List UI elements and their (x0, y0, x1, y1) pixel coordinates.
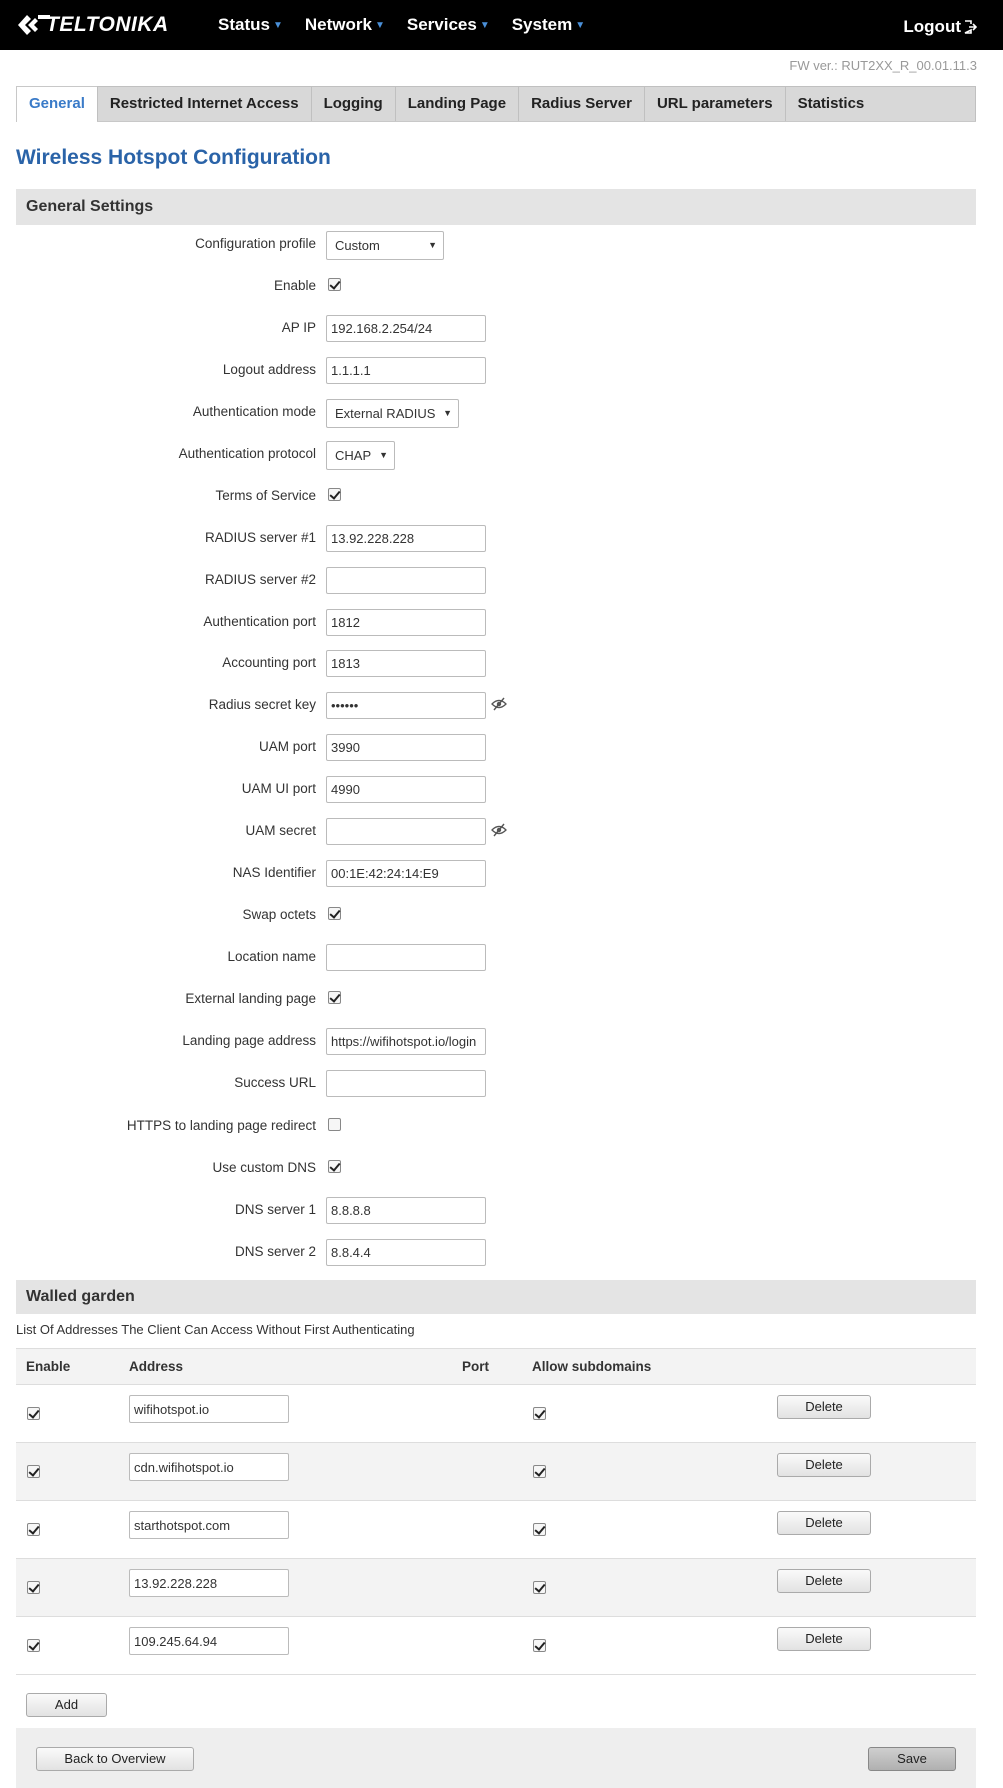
caret-down-icon: ▼ (575, 20, 586, 31)
logout-address-label: Logout address (222, 362, 316, 377)
top-navbar (0, 0, 1003, 50)
walled-garden-table (16, 1348, 976, 1675)
tab-statistics[interactable]: Statistics (785, 86, 878, 121)
success-url-label: Success URL (234, 1075, 316, 1090)
nav-network-label: Network (304, 15, 372, 34)
uam-port-input[interactable] (326, 734, 486, 761)
row-location-name (0, 942, 1003, 972)
enable-checkbox[interactable] (328, 278, 341, 291)
eye-slash-icon[interactable] (491, 823, 507, 837)
radius-secret-input[interactable] (326, 692, 486, 719)
row-enable-checkbox[interactable] (27, 1407, 40, 1420)
row-accounting-port (0, 648, 1003, 678)
auth-protocol-value: CHAP (335, 448, 372, 463)
auth-protocol-label: Authentication protocol (178, 446, 316, 461)
row-uam-ui-port (0, 774, 1003, 804)
landing-address-label: Landing page address (182, 1033, 316, 1048)
delete-button[interactable]: Delete (777, 1453, 871, 1477)
dns2-input[interactable] (326, 1239, 486, 1266)
uam-ui-port-label: UAM UI port (241, 781, 316, 796)
radius-secret-label: Radius secret key (208, 697, 316, 712)
https-redirect-label: HTTPS to landing page redirect (126, 1118, 316, 1133)
row-landing-page-address (0, 1026, 1003, 1056)
brand-name: TELTONIKA (46, 13, 169, 36)
auth-mode-select[interactable] (326, 399, 459, 428)
uam-port-label: UAM port (258, 739, 316, 754)
caret-down-icon: ▼ (374, 20, 385, 31)
eye-slash-icon[interactable] (491, 697, 507, 711)
row-address-input[interactable] (129, 1627, 289, 1655)
col-allow-subdomains: Allow subdomains (532, 1359, 652, 1374)
delete-button[interactable]: Delete (777, 1395, 871, 1419)
tab-restricted-internet-access[interactable]: Restricted Internet Access (97, 86, 312, 121)
row-auth-port (0, 607, 1003, 637)
walled-garden-header: Walled garden (16, 1280, 976, 1314)
row-logout-address (0, 355, 1003, 385)
row-dns-server-2 (0, 1237, 1003, 1267)
uam-ui-port-input[interactable] (326, 776, 486, 803)
row-terms-of-service (0, 481, 1003, 511)
firmware-version: FW ver.: RUT2XX_R_00.01.11.3 (789, 58, 977, 73)
tab-logging[interactable]: Logging (311, 86, 396, 121)
dns1-input[interactable] (326, 1197, 486, 1224)
nas-id-input[interactable] (326, 860, 486, 887)
main-nav (218, 0, 607, 50)
row-enable (0, 271, 1003, 301)
caret-down-icon: ▼ (272, 20, 283, 31)
add-button[interactable]: Add (26, 1693, 107, 1717)
row-radius-server-2 (0, 565, 1003, 595)
col-address: Address (129, 1359, 184, 1374)
col-enable: Enable (26, 1359, 71, 1374)
auth-mode-label: Authentication mode (192, 404, 316, 419)
enable-label: Enable (273, 278, 316, 293)
row-https-redirect (0, 1111, 1003, 1141)
row-radius-server-1 (0, 523, 1003, 553)
row-swap-octets (0, 900, 1003, 930)
row-use-custom-dns (0, 1153, 1003, 1183)
tab-landing-page[interactable]: Landing Page (395, 86, 519, 121)
row-ap-ip (0, 313, 1003, 343)
row-address-input[interactable] (129, 1395, 289, 1423)
ext-landing-label: External landing page (185, 991, 316, 1006)
row-uam-secret (0, 816, 1003, 846)
row-address-input[interactable] (129, 1569, 289, 1597)
select-arrow-icon: ▼ (428, 240, 437, 250)
radius2-input[interactable] (326, 567, 486, 594)
ext-landing-checkbox[interactable] (328, 991, 341, 1004)
auth-mode-value: External RADIUS (335, 406, 436, 421)
caret-down-icon: ▼ (479, 20, 490, 31)
config-profile-select[interactable] (326, 231, 444, 260)
radius1-label: RADIUS server #1 (204, 530, 316, 545)
delete-button[interactable]: Delete (777, 1569, 871, 1593)
row-success-url (0, 1068, 1003, 1098)
row-subdomains-checkbox[interactable] (533, 1407, 546, 1420)
nav-system-label: System (511, 15, 573, 34)
tab-radius-server[interactable]: Radius Server (518, 86, 645, 121)
table-row (16, 1559, 976, 1617)
row-external-landing-page (0, 984, 1003, 1014)
tab-bar-filler (876, 86, 976, 121)
table-row (16, 1385, 976, 1443)
table-row (16, 1501, 976, 1559)
uam-secret-input[interactable] (326, 818, 486, 845)
nav-services[interactable] (407, 0, 490, 50)
nas-id-label: NAS Identifier (232, 865, 316, 880)
auth-port-input[interactable] (326, 609, 486, 636)
logout-label: Logout (903, 17, 961, 36)
config-profile-value: Custom (335, 238, 380, 253)
logout-button[interactable] (903, 0, 977, 54)
footer-bar (16, 1728, 976, 1788)
row-dns-server-1 (0, 1195, 1003, 1225)
walled-garden-description: List Of Addresses The Client Can Access Without First Authenticating (16, 1322, 415, 1337)
back-to-overview-button[interactable]: Back to Overview (36, 1747, 194, 1771)
swap-octets-checkbox[interactable] (328, 907, 341, 920)
swap-octets-label: Swap octets (242, 907, 316, 922)
radius2-label: RADIUS server #2 (204, 572, 316, 587)
acct-port-input[interactable] (326, 650, 486, 677)
col-port: Port (462, 1359, 489, 1374)
success-url-input[interactable] (326, 1070, 486, 1097)
row-uam-port (0, 732, 1003, 762)
table-row (16, 1443, 976, 1501)
logout-address-input[interactable] (326, 357, 486, 384)
row-subdomains-checkbox[interactable] (533, 1639, 546, 1652)
tab-bar (16, 86, 976, 122)
row-enable-checkbox[interactable] (27, 1523, 40, 1536)
row-nas-identifier (0, 858, 1003, 888)
dns2-label: DNS server 2 (234, 1244, 316, 1259)
delete-button[interactable]: Delete (777, 1511, 871, 1535)
radius1-input[interactable] (326, 525, 486, 552)
table-header (16, 1348, 976, 1385)
location-name-label: Location name (227, 949, 316, 964)
teltonika-logo[interactable] (16, 12, 169, 38)
uam-secret-label: UAM secret (245, 823, 316, 838)
delete-button[interactable]: Delete (777, 1627, 871, 1651)
tab-general[interactable]: General (16, 86, 98, 122)
row-auth-mode (0, 397, 1003, 427)
nav-status-label: Status (218, 15, 270, 34)
row-subdomains-checkbox[interactable] (533, 1523, 546, 1536)
row-enable-checkbox[interactable] (27, 1465, 40, 1478)
teltonika-logo-icon (16, 12, 50, 38)
auth-protocol-select[interactable] (326, 441, 395, 470)
nav-services-label: Services (406, 15, 477, 34)
row-address-input[interactable] (129, 1453, 289, 1481)
auth-port-label: Authentication port (203, 614, 316, 629)
row-subdomains-checkbox[interactable] (533, 1465, 546, 1478)
row-subdomains-checkbox[interactable] (533, 1581, 546, 1594)
custom-dns-checkbox[interactable] (328, 1160, 341, 1173)
general-settings-header: General Settings (16, 189, 976, 225)
acct-port-label: Accounting port (222, 655, 316, 670)
row-config-profile (0, 229, 1003, 259)
row-radius-secret (0, 690, 1003, 720)
custom-dns-label: Use custom DNS (212, 1160, 316, 1175)
config-profile-label: Configuration profile (195, 236, 316, 251)
save-button[interactable]: Save (868, 1747, 956, 1771)
row-address-input[interactable] (129, 1511, 289, 1539)
row-enable-checkbox[interactable] (27, 1639, 40, 1652)
row-enable-checkbox[interactable] (27, 1581, 40, 1594)
landing-address-input[interactable] (326, 1028, 486, 1055)
terms-checkbox[interactable] (328, 488, 341, 501)
https-redirect-checkbox[interactable] (328, 1118, 341, 1131)
dns1-label: DNS server 1 (234, 1202, 316, 1217)
terms-label: Terms of Service (215, 488, 316, 503)
ap-ip-label: AP IP (281, 320, 316, 335)
ap-ip-input[interactable] (326, 315, 486, 342)
logout-icon (964, 20, 977, 34)
page-title: Wireless Hotspot Configuration (16, 146, 331, 169)
select-arrow-icon: ▼ (379, 450, 388, 460)
nav-status[interactable] (218, 0, 283, 50)
row-auth-protocol (0, 439, 1003, 469)
tab-url-parameters[interactable]: URL parameters (644, 86, 786, 121)
table-row (16, 1617, 976, 1675)
nav-network[interactable] (305, 0, 385, 50)
select-arrow-icon: ▼ (443, 408, 452, 418)
location-name-input[interactable] (326, 944, 486, 971)
nav-system[interactable] (512, 0, 585, 50)
